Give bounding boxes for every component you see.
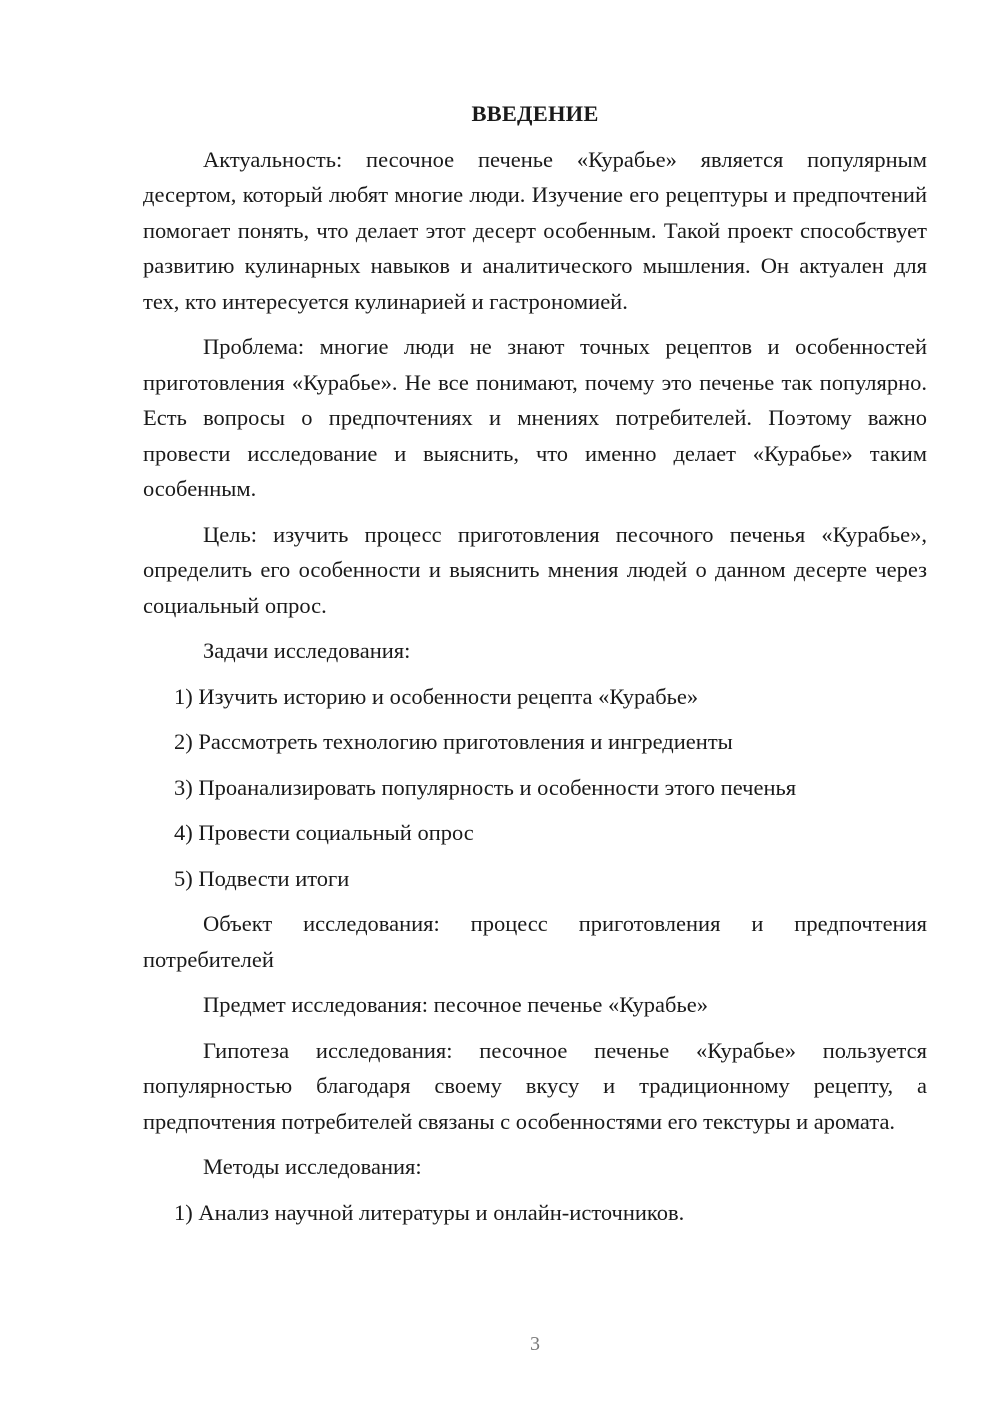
tasks-heading: Задачи исследования:	[203, 638, 411, 663]
page-title: ВВЕДЕНИЕ	[471, 101, 599, 126]
task-item: 1) Изучить историю и особенности рецепта «Курабье»	[174, 683, 699, 709]
subject-paragraph: Предмет исследования: песочное печенье «Курабье»	[203, 992, 708, 1017]
problem-paragraph: Проблема: многие люди не знают точных рецептов и особенностей приготовления «Курабье». Не все понимают, почему это печенье так популярно. Есть вопросы о предпочтениях и мнениях потребителей. Поэтому важно провести исследование и выяснить, что именно делает «Курабье» таким особенным.	[143, 334, 927, 501]
page-content	[143, 96, 927, 1240]
hypothesis-paragraph: Гипотеза исследования: песочное печенье «Курабье» пользуется популярностью благодаря своему вкусу и традиционному рецепту, а предпочтения потребителей связаны с особенностями его текстуры и аромата.	[143, 1037, 927, 1134]
task-item: 2) Рассмотреть технологию приготовления и ингредиенты	[174, 729, 733, 754]
page-number: 3	[530, 1333, 540, 1355]
method-item: 1) Анализ научной литературы и онлайн-источников.	[174, 1199, 685, 1225]
task-item: 4) Провести социальный опрос	[174, 820, 474, 845]
task-item: 5) Подвести итоги	[174, 865, 350, 891]
object-paragraph: Объект исследования: процесс приготовления и предпочтения потребителей	[143, 911, 927, 972]
relevance-paragraph: Актуальность: песочное печенье «Курабье» является популярным десертом, который любят многие люди. Изучение его рецептуры и предпочтений помогает понять, что делает этот десерт особенным. Такой проект способствует развитию кулинарных навыков и аналитического мышления. Он актуален для тех, кто интересуется кулинарией и гастрономией.	[143, 146, 927, 314]
methods-list	[143, 1195, 927, 1231]
tasks-list	[143, 679, 927, 897]
goal-paragraph: Цель: изучить процесс приготовления песочного печенья «Курабье», определить его особенности и выяснить мнения людей о данном десерте через социальный опрос.	[143, 521, 927, 618]
methods-heading: Методы исследования:	[203, 1154, 422, 1179]
task-item: 3) Проанализировать популярность и особенности этого печенья	[174, 774, 797, 800]
